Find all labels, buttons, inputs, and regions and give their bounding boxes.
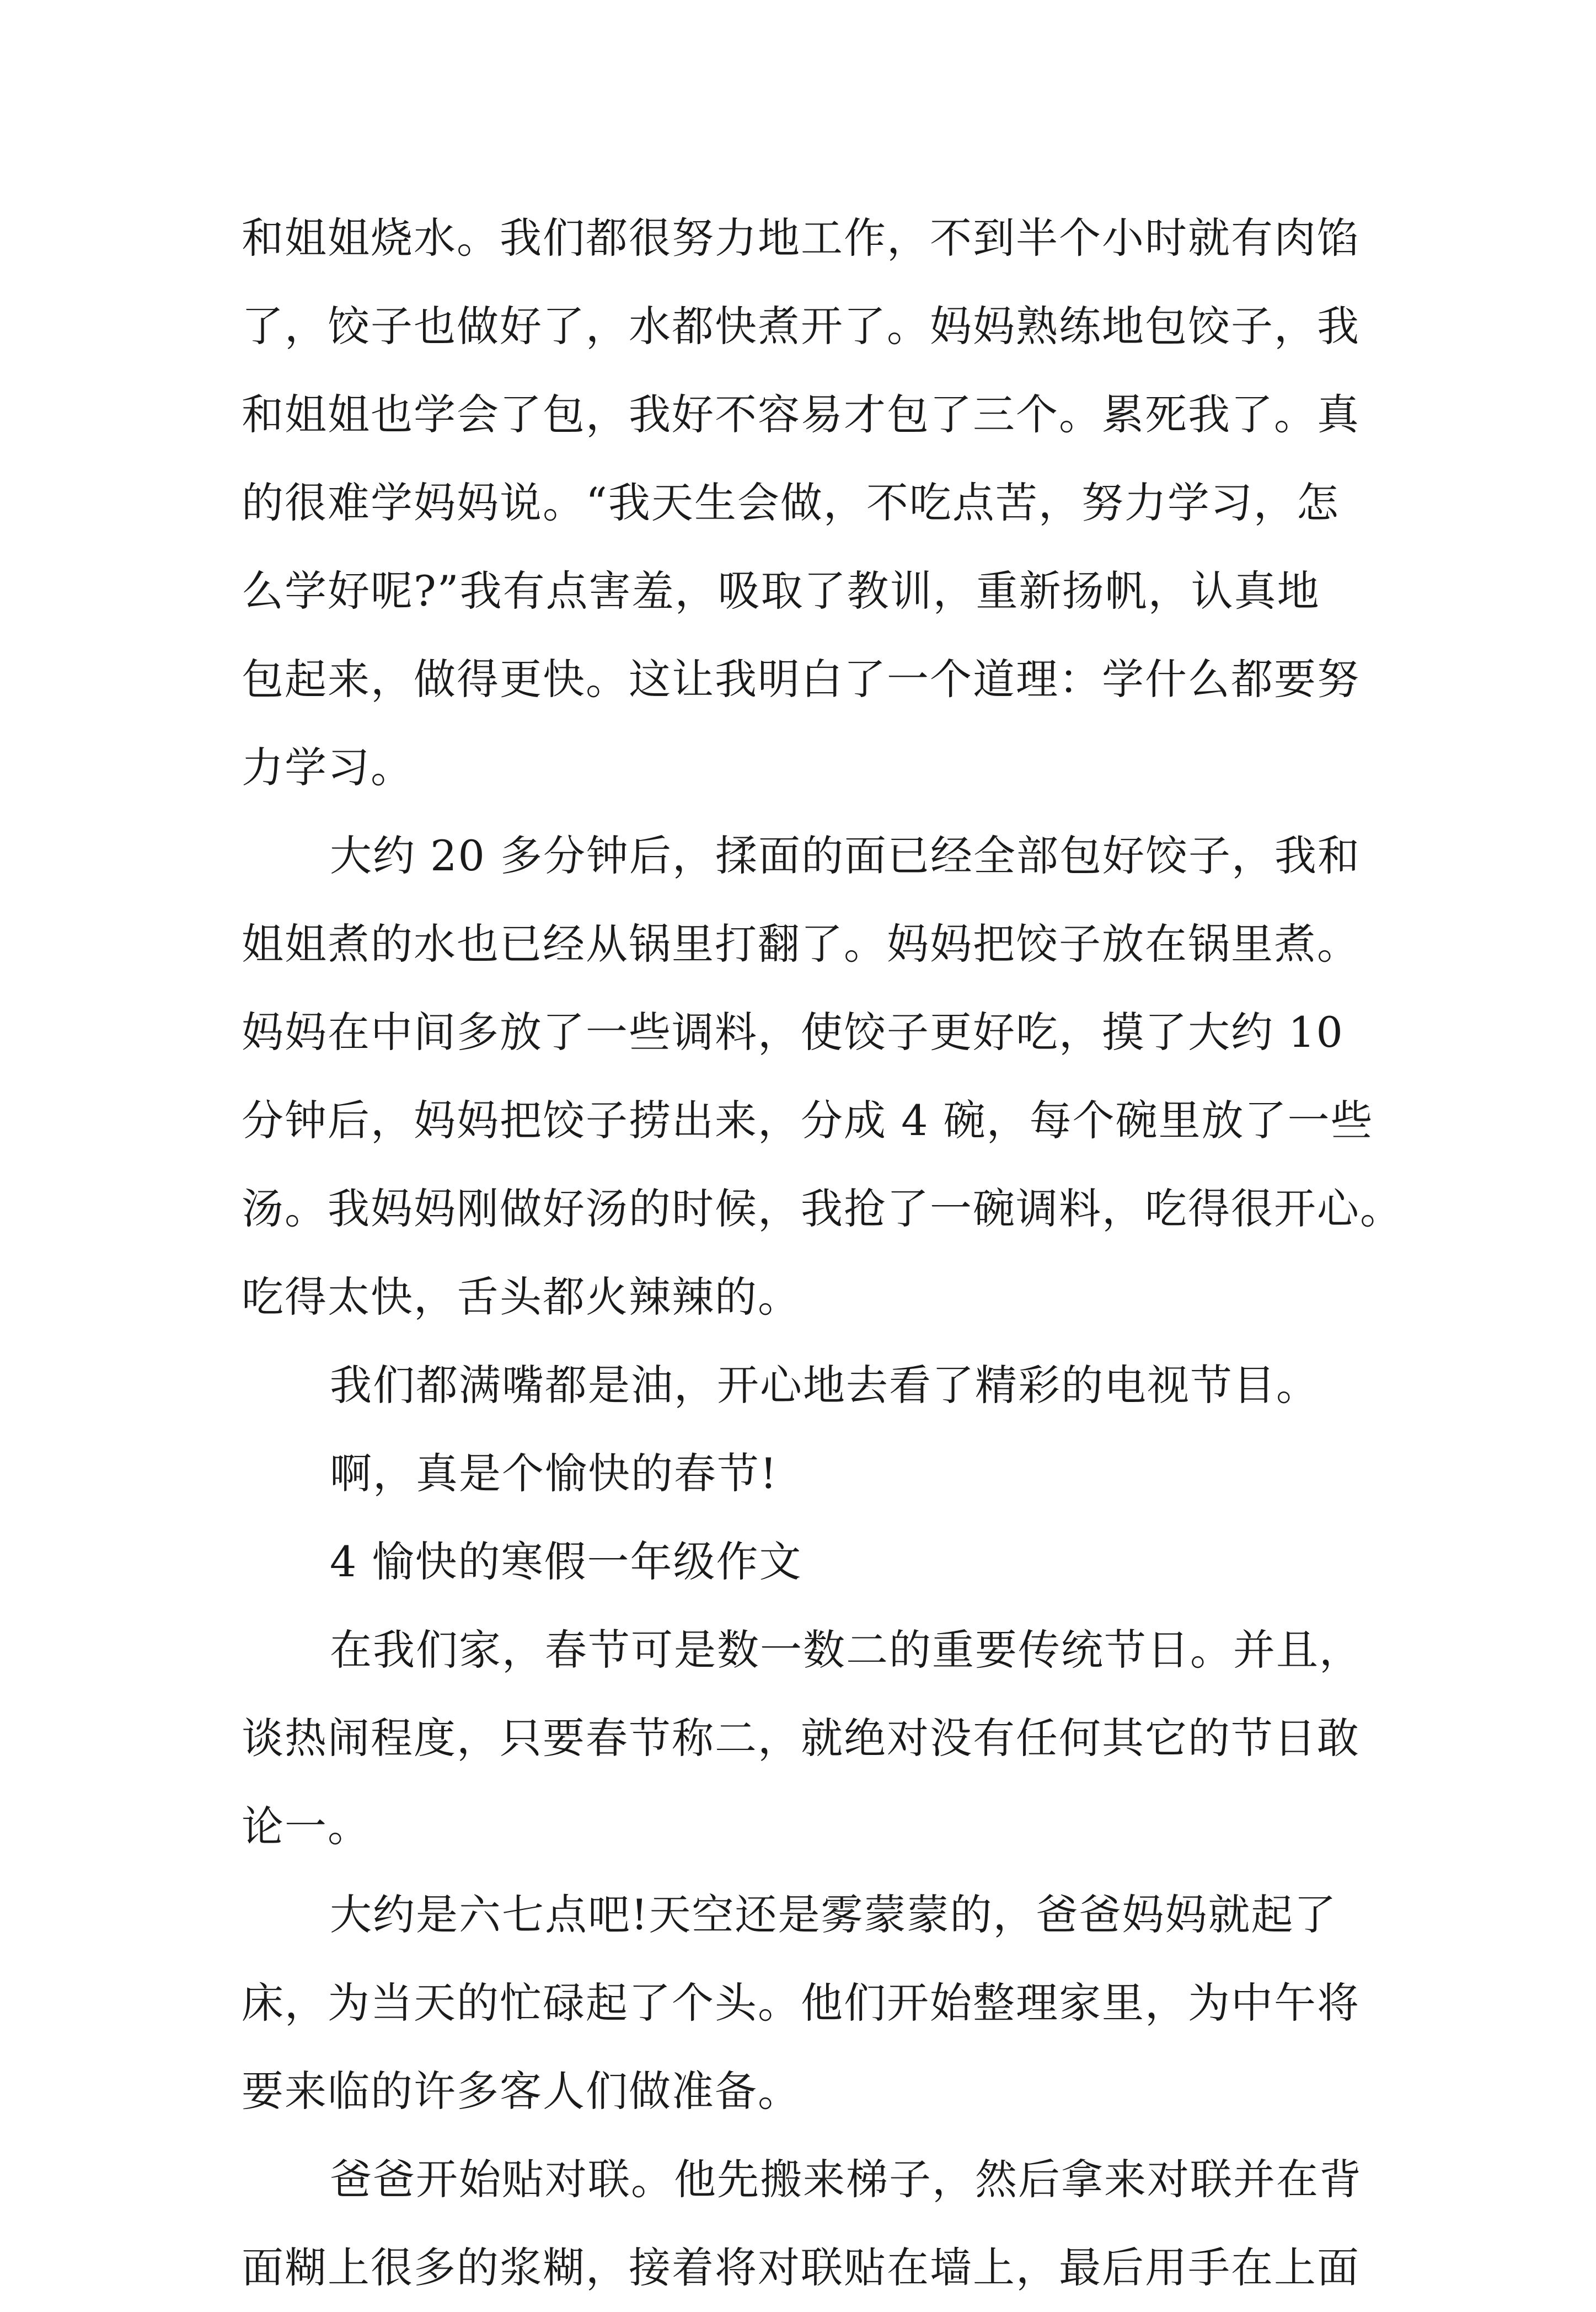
text-line: 么学好呢?”我有点害羞，吸取了教训，重新扬帆，认真地 — [242, 566, 1320, 616]
text-line: 姐姐煮的水也已经从锅里打翻了。妈妈把饺子放在锅里煮。 — [242, 919, 1360, 968]
text-line: 力学习。 — [242, 743, 414, 792]
text-line: 的很难学妈妈说。“我天生会做，不吃点苦，努力学习，怎 — [242, 478, 1340, 527]
paragraph-start-line: 啊，真是个愉快的春节! — [330, 1449, 778, 1498]
text-line: 床，为当天的忙碌起了个头。他们开始整理家里，为中午将 — [242, 1978, 1360, 2027]
text-line: 汤。我妈妈刚做好汤的时候，我抢了一碗调料，吃得很开心。 — [242, 1184, 1403, 1233]
text-line: 和姐姐也学会了包，我好不容易才包了三个。累死我了。真 — [242, 390, 1360, 439]
text-line: 包起来，做得更快。这让我明白了一个道理：学什么都要努 — [242, 655, 1360, 704]
text-line: 和姐姐烧水。我们都很努力地工作，不到半个小时就有肉馅 — [242, 213, 1360, 263]
text-line: 要来临的许多客人们做准备。 — [242, 2067, 801, 2116]
text-line: 分钟后，妈妈把饺子捞出来，分成 4 碗，每个碗里放了一些 — [242, 1096, 1374, 1145]
body-text — [242, 194, 1403, 2312]
text-line: 吃得太快，舌头都火辣辣的。 — [242, 1272, 801, 1321]
paragraph-start-line: 大约 20 多分钟后，揉面的面已经全部包好饺子，我和 — [330, 831, 1361, 880]
text-line: 论一。 — [242, 1802, 371, 1851]
paragraph-start-line: 爸爸开始贴对联。他先搬来梯子，然后拿来对联并在背 — [330, 2155, 1362, 2204]
text-line: 面糊上很多的浆糊，接着将对联贴在墙上，最后用手在上面 — [242, 2243, 1360, 2292]
text-line: 谈热闹程度，只要春节称二，就绝对没有任何其它的节日敢 — [242, 1714, 1360, 1763]
paragraph-start-line: 大约是六七点吧!天空还是雾蒙蒙的，爸爸妈妈就起了 — [330, 1890, 1337, 1939]
paragraph-start-line: 在我们家，春节可是数一数二的重要传统节日。并且， — [330, 1625, 1362, 1674]
section-heading: 4 愉快的寒假一年级作文 — [330, 1537, 802, 1586]
text-line: 妈妈在中间多放了一些调料，使饺子更好吃，摸了大约 10 — [242, 1008, 1344, 1057]
paragraph-start-line: 我们都满嘴都是油，开心地去看了精彩的电视节目。 — [330, 1361, 1319, 1410]
text-line: 了，饺子也做好了，水都快煮开了。妈妈熟练地包饺子，我 — [242, 302, 1360, 351]
